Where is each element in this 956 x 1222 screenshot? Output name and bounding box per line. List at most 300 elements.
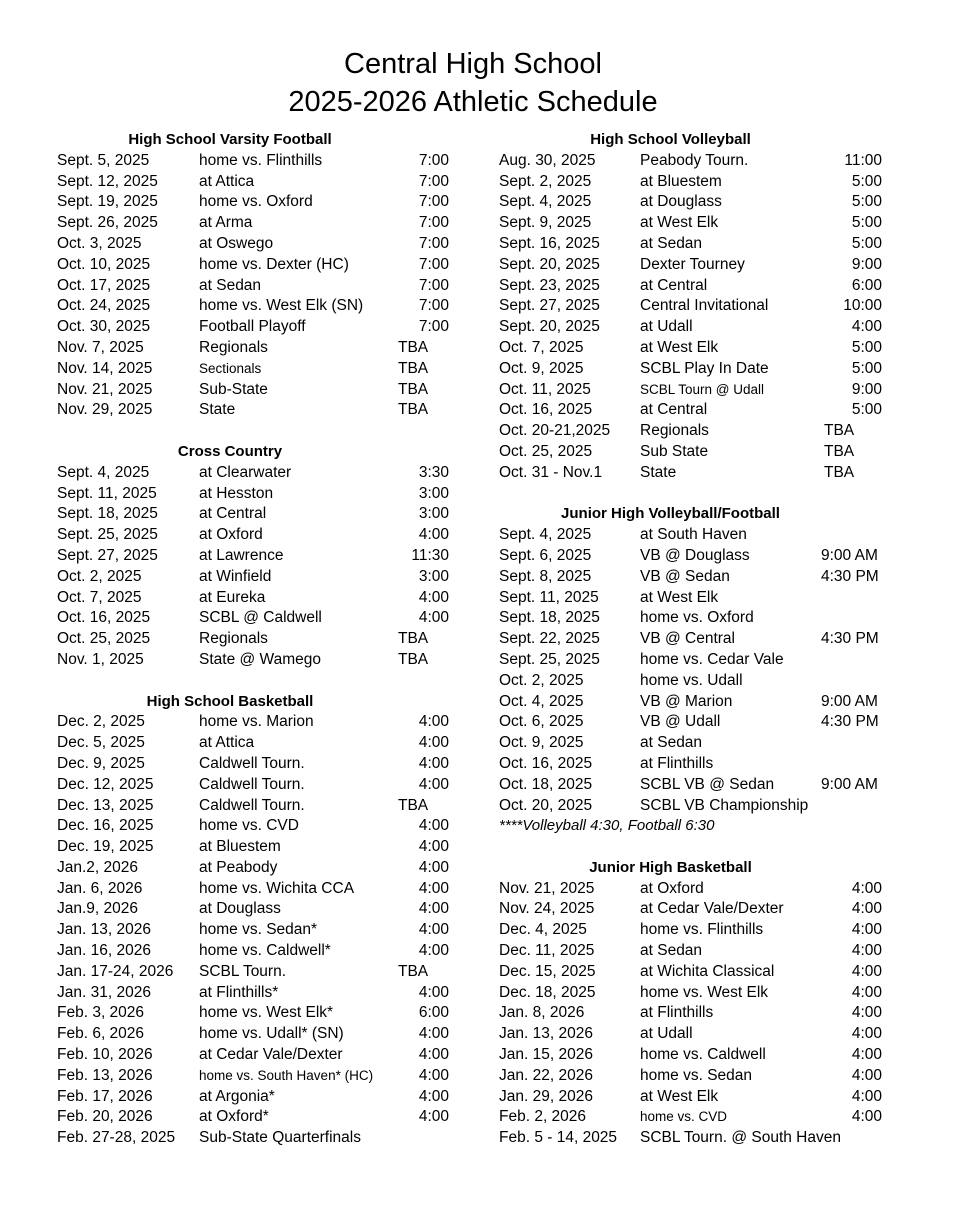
event-opponent: Football Playoff [199, 318, 306, 336]
schedule-row [57, 359, 457, 380]
event-date: Sept. 11, 2025 [499, 588, 599, 606]
event-opponent: Sectionals [199, 360, 262, 376]
schedule-row [57, 567, 457, 588]
event-date: Oct. 2, 2025 [57, 567, 142, 585]
event-opponent: home vs. Dexter (HC) [199, 255, 349, 273]
schedule-row [499, 172, 889, 193]
schedule-section-cross-country [57, 442, 457, 671]
event-time: 4:00 [418, 942, 449, 960]
event-opponent: at West Elk [640, 1087, 719, 1105]
schedule-section-junior-high-basketball [499, 858, 889, 1149]
event-date: Sept. 25, 2025 [499, 650, 600, 668]
event-opponent: at Wichita Classical [640, 962, 775, 980]
event-opponent: at West Elk [640, 588, 719, 606]
event-date: Jan. 31, 2026 [57, 983, 151, 1001]
schedule-row [499, 442, 889, 463]
event-date: Jan. 29, 2026 [499, 1087, 593, 1105]
event-date: Jan. 8, 2026 [499, 1004, 585, 1022]
schedule-row [499, 192, 889, 213]
event-opponent: home vs. CVD [640, 1109, 728, 1125]
event-time: 4:00 [851, 1108, 882, 1126]
event-date: Oct. 4, 2025 [499, 692, 584, 710]
event-time: 4:00 [851, 921, 882, 939]
event-opponent: home vs. Caldwell [640, 1046, 766, 1064]
event-opponent: at Attica [199, 172, 255, 190]
page-title: Central High School [344, 48, 602, 80]
event-opponent: at Arma [199, 214, 253, 232]
event-opponent: VB @ Marion [640, 692, 733, 710]
event-time: TBA [398, 338, 429, 356]
event-date: Sept. 18, 2025 [499, 609, 600, 627]
event-time: TBA [824, 442, 855, 460]
schedule-row [57, 546, 457, 567]
event-date: Oct. 2, 2025 [499, 671, 584, 689]
event-time: 7:00 [418, 193, 449, 211]
event-time: 7:00 [418, 214, 449, 232]
schedule-row [499, 1066, 889, 1087]
schedule-row [57, 296, 457, 317]
event-opponent: VB @ Sedan [640, 567, 730, 585]
event-date: Sept. 12, 2025 [57, 172, 158, 190]
event-opponent: at Winfield [199, 567, 272, 585]
schedule-row [499, 983, 889, 1004]
page-subtitle: 2025-2026 Athletic Schedule [288, 86, 658, 118]
event-date: Feb. 10, 2026 [57, 1046, 153, 1064]
event-time: 4:00 [851, 879, 882, 897]
event-opponent: at West Elk [640, 338, 719, 356]
schedule-row [499, 276, 889, 297]
event-time: 3:00 [418, 567, 449, 585]
event-time: 4:30 PM [821, 713, 879, 731]
section-heading: High School Basketball [146, 692, 314, 710]
event-date: Jan.2, 2026 [57, 858, 139, 876]
event-opponent: at Hesston [199, 484, 274, 502]
event-time: 4:00 [418, 1087, 449, 1105]
event-opponent: at West Elk [640, 214, 719, 232]
event-opponent: home vs. South Haven* (HC) [199, 1067, 374, 1083]
schedule-row [57, 525, 457, 546]
schedule-row [57, 712, 457, 733]
event-date: Dec. 15, 2025 [499, 962, 596, 980]
schedule-row [57, 484, 457, 505]
schedule-row [57, 650, 457, 671]
event-date: Feb. 27-28, 2025 [57, 1129, 176, 1147]
schedule-row [57, 1107, 457, 1128]
schedule-row [499, 151, 889, 172]
section-heading: Cross Country [177, 442, 283, 460]
schedule-row [57, 879, 457, 900]
event-opponent: SCBL Play In Date [640, 359, 769, 377]
event-opponent: Sub-State [199, 380, 268, 398]
schedule-row [57, 338, 457, 359]
section-heading: High School Volleyball [590, 131, 751, 148]
event-date: Feb. 20, 2026 [57, 1108, 153, 1126]
event-date: Oct. 10, 2025 [57, 255, 151, 273]
event-time: TBA [398, 359, 429, 377]
event-date: Nov. 7, 2025 [57, 338, 144, 356]
event-time: 7:00 [418, 151, 449, 169]
schedule-row [499, 1024, 889, 1045]
event-opponent: home vs. Caldwell* [199, 942, 331, 960]
event-time: 10:00 [843, 297, 882, 315]
event-time: 4:00 [418, 838, 449, 856]
left-column [57, 130, 457, 1149]
event-time: 4:00 [418, 900, 449, 918]
schedule-row [57, 754, 457, 775]
event-time: 4:00 [418, 754, 449, 772]
event-time: 4:00 [851, 1066, 882, 1084]
event-date: Sept. 9, 2025 [499, 214, 592, 232]
schedule-row [499, 317, 889, 338]
event-time: 11:00 [844, 151, 882, 169]
event-opponent: home vs. West Elk [640, 983, 769, 1001]
event-date: Sept. 4, 2025 [57, 463, 150, 481]
event-time: 5:00 [851, 338, 882, 356]
schedule-row [499, 546, 889, 567]
event-opponent: at Sedan [640, 942, 703, 960]
event-date: Jan. 13, 2026 [499, 1025, 593, 1043]
event-opponent: at South Haven [640, 526, 747, 544]
schedule-row [499, 608, 889, 629]
schedule-row [57, 920, 457, 941]
event-time: 4:00 [851, 1087, 882, 1105]
event-opponent: at Central [640, 276, 708, 294]
event-date: Dec. 13, 2025 [57, 796, 154, 814]
schedule-row [499, 588, 889, 609]
event-time: 7:00 [418, 255, 449, 273]
event-opponent: Regionals [199, 630, 268, 648]
section-spacer [57, 421, 457, 442]
schedule-row [499, 962, 889, 983]
schedule-section-high-school-volleyball [499, 130, 889, 484]
schedule-row [499, 671, 889, 692]
event-date: Jan. 22, 2026 [499, 1066, 593, 1084]
schedule-section-high-school-basketball [57, 692, 457, 1150]
event-date: Nov. 1, 2025 [57, 650, 144, 668]
event-date: Oct. 11, 2025 [499, 380, 591, 398]
event-time: TBA [398, 796, 429, 814]
event-date: Oct. 9, 2025 [499, 734, 584, 752]
event-opponent: at Douglass [199, 900, 281, 918]
event-time: 4:00 [418, 1066, 449, 1084]
event-date: Sept. 6, 2025 [499, 546, 592, 564]
event-time: 6:00 [418, 1004, 449, 1022]
schedule-row [57, 588, 457, 609]
event-date: Oct. 16, 2025 [499, 754, 593, 772]
event-date: Oct. 25, 2025 [57, 630, 151, 648]
event-date: Sept. 25, 2025 [57, 526, 158, 544]
event-opponent: Caldwell Tourn. [199, 775, 305, 793]
event-date: Dec. 16, 2025 [57, 817, 154, 835]
section-heading: Junior High Volleyball/Football [561, 505, 780, 523]
event-time: 4:00 [851, 318, 882, 336]
event-opponent: at Udall [640, 318, 693, 336]
event-date: Sept. 18, 2025 [57, 505, 158, 523]
schedule-row [57, 796, 457, 817]
event-opponent: home vs. Marion [199, 713, 314, 731]
section-heading: High School Varsity Football [128, 131, 332, 148]
event-opponent: home vs. West Elk (SN) [199, 297, 364, 315]
event-time: TBA [398, 962, 429, 980]
event-date: Oct. 9, 2025 [499, 359, 584, 377]
event-time: 4:00 [851, 1004, 882, 1022]
event-opponent: Caldwell Tourn. [199, 796, 305, 814]
event-time: 5:00 [851, 172, 882, 190]
schedule-row [499, 1003, 889, 1024]
event-time: 4:00 [851, 942, 882, 960]
schedule-row [57, 1128, 457, 1149]
schedule-row [499, 899, 889, 920]
event-opponent: at Sedan [640, 734, 703, 752]
event-date: Oct. 7, 2025 [57, 588, 142, 606]
schedule-row [57, 1087, 457, 1108]
event-time: 5:00 [851, 234, 882, 252]
schedule-row [57, 234, 457, 255]
event-opponent: SCBL Tourn. [199, 962, 287, 980]
section-spacer [57, 671, 457, 692]
schedule-row [57, 775, 457, 796]
event-opponent: at Eureka [199, 588, 266, 606]
event-opponent: home vs. Cedar Vale [640, 650, 784, 668]
event-time: 9:00 AM [821, 546, 878, 564]
event-opponent: VB @ Central [640, 630, 735, 648]
event-opponent: at Douglass [640, 193, 722, 211]
event-time: 7:00 [418, 318, 449, 336]
schedule-row [57, 837, 457, 858]
event-opponent: State @ Wamego [199, 650, 321, 668]
schedule-row [499, 567, 889, 588]
event-opponent: home vs. Wichita CCA [199, 879, 355, 897]
event-opponent: SCBL Tourn. @ South Haven [640, 1129, 841, 1147]
schedule-row [57, 983, 457, 1004]
event-time: 4:00 [418, 775, 449, 793]
event-time: 4:00 [418, 817, 449, 835]
schedule-row [499, 920, 889, 941]
event-date: Oct. 16, 2025 [499, 401, 593, 419]
event-opponent: at Argonia* [199, 1087, 275, 1105]
event-opponent: State [640, 463, 677, 481]
schedule-row [499, 400, 889, 421]
schedule-row [499, 1045, 889, 1066]
schedule-row [57, 213, 457, 234]
schedule-row [57, 962, 457, 983]
event-opponent: at Central [640, 401, 708, 419]
event-time: TBA [824, 463, 855, 481]
event-time: TBA [398, 630, 429, 648]
event-date: Jan. 17-24, 2026 [57, 962, 174, 980]
event-opponent: VB @ Douglass [640, 546, 750, 564]
event-date: Dec. 12, 2025 [57, 775, 154, 793]
event-time: 9:00 AM [821, 692, 878, 710]
schedule-row [499, 879, 889, 900]
schedule-row [57, 276, 457, 297]
schedule-row [499, 712, 889, 733]
schedule-section-junior-high-volleyball-football [499, 504, 889, 837]
event-date: Jan. 16, 2026 [57, 942, 151, 960]
event-opponent: home vs. Oxford [640, 609, 754, 627]
event-time: 9:00 [851, 255, 882, 273]
event-date: Nov. 21, 2025 [57, 380, 153, 398]
schedule-row [499, 1107, 889, 1128]
schedule-row [499, 796, 889, 817]
event-opponent: Caldwell Tourn. [199, 754, 305, 772]
event-opponent: at Attica [199, 734, 255, 752]
event-date: Sept. 11, 2025 [57, 484, 157, 502]
event-opponent: Regionals [640, 422, 709, 440]
event-opponent: at Cedar Vale/Dexter [640, 900, 784, 918]
event-date: Oct. 17, 2025 [57, 276, 151, 294]
event-date: Nov. 29, 2025 [57, 401, 153, 419]
event-opponent: at Oxford [640, 879, 704, 897]
schedule-row [499, 359, 889, 380]
event-date: Sept. 20, 2025 [499, 255, 600, 273]
event-date: Oct. 3, 2025 [57, 234, 142, 252]
event-opponent: at Flinthills [640, 1004, 714, 1022]
schedule-row [499, 525, 889, 546]
event-time: 5:00 [851, 359, 882, 377]
event-date: Jan. 6, 2026 [57, 879, 143, 897]
event-date: Feb. 3, 2026 [57, 1004, 145, 1022]
schedule-row [57, 733, 457, 754]
schedule-row [57, 608, 457, 629]
event-time: 4:30 PM [821, 630, 879, 648]
event-opponent: home vs. Flinthills [199, 151, 323, 169]
event-opponent: Regionals [199, 338, 268, 356]
event-time: 9:00 [851, 380, 882, 398]
section-spacer [499, 484, 889, 505]
event-date: Dec. 5, 2025 [57, 734, 145, 752]
event-date: Feb. 17, 2026 [57, 1087, 153, 1105]
event-opponent: at Udall [640, 1025, 693, 1043]
event-time: 7:00 [418, 234, 449, 252]
event-opponent: State [199, 401, 236, 419]
event-date: Feb. 5 - 14, 2025 [499, 1129, 618, 1147]
event-date: Feb. 13, 2026 [57, 1066, 153, 1084]
schedule-section-high-school-varsity-football [57, 130, 457, 421]
schedule-row [57, 1003, 457, 1024]
event-date: Aug. 30, 2025 [499, 151, 596, 169]
event-date: Oct. 24, 2025 [57, 297, 151, 315]
event-date: Dec. 19, 2025 [57, 838, 154, 856]
schedule-row [57, 380, 457, 401]
event-time: 5:00 [851, 193, 882, 211]
event-opponent: VB @ Udall [640, 713, 721, 731]
event-opponent: home vs. Oxford [199, 193, 313, 211]
schedule-row [499, 1087, 889, 1108]
event-opponent: home vs. Sedan [640, 1066, 753, 1084]
schedule-row [57, 629, 457, 650]
event-opponent: at Lawrence [199, 546, 284, 564]
event-date: Sept. 27, 2025 [499, 297, 600, 315]
schedule-row [57, 816, 457, 837]
event-opponent: SCBL VB @ Sedan [640, 775, 775, 793]
event-date: Oct. 20, 2025 [499, 796, 593, 814]
event-opponent: home vs. Sedan* [199, 921, 318, 939]
event-date: Dec. 4, 2025 [499, 921, 587, 939]
event-opponent: at Oswego [199, 234, 274, 252]
event-date: Sept. 2, 2025 [499, 172, 592, 190]
event-date: Dec. 11, 2025 [499, 942, 595, 960]
schedule-row [57, 192, 457, 213]
schedule-row [499, 463, 889, 484]
event-date: Dec. 9, 2025 [57, 754, 145, 772]
event-date: Sept. 5, 2025 [57, 151, 150, 169]
event-opponent: SCBL @ Caldwell [199, 609, 322, 627]
event-opponent: SCBL Tourn @ Udall [640, 381, 765, 397]
event-time: 4:00 [851, 983, 882, 1001]
event-opponent: at Central [199, 505, 267, 523]
event-date: Sept. 22, 2025 [499, 630, 600, 648]
event-date: Sept. 16, 2025 [499, 234, 600, 252]
event-time: 4:00 [418, 983, 449, 1001]
schedule-row [57, 317, 457, 338]
event-opponent: at Cedar Vale/Dexter [199, 1046, 343, 1064]
event-date: Dec. 18, 2025 [499, 983, 596, 1001]
schedule-row [499, 1128, 889, 1149]
schedule-row [499, 213, 889, 234]
schedule-row [57, 504, 457, 525]
event-date: Sept. 4, 2025 [499, 193, 592, 211]
event-date: Sept. 19, 2025 [57, 193, 158, 211]
event-opponent: Peabody Tourn. [640, 151, 749, 169]
event-time: 4:00 [418, 1108, 449, 1126]
schedule-row [499, 629, 889, 650]
event-date: Oct. 6, 2025 [499, 713, 584, 731]
event-date: Nov. 21, 2025 [499, 879, 595, 897]
event-time: 6:00 [851, 276, 882, 294]
schedule-row [57, 1045, 457, 1066]
event-time: 4:00 [418, 858, 449, 876]
event-opponent: home vs. Udall* (SN) [199, 1025, 344, 1043]
schedule-row [57, 255, 457, 276]
event-opponent: at Flinthills* [199, 983, 279, 1001]
event-time: 7:00 [418, 172, 449, 190]
event-time: 4:00 [418, 526, 449, 544]
event-date: Nov. 24, 2025 [499, 900, 595, 918]
event-time: 4:00 [418, 879, 449, 897]
event-opponent: home vs. West Elk* [199, 1004, 334, 1022]
event-date: Jan. 15, 2026 [499, 1046, 593, 1064]
event-opponent: at Peabody [199, 858, 278, 876]
event-time: 4:00 [851, 1025, 882, 1043]
event-opponent: at Flinthills [640, 754, 714, 772]
event-date: Oct. 31 - Nov.1 [499, 463, 603, 481]
event-opponent: home vs. Flinthills [640, 921, 764, 939]
event-time: 4:00 [418, 588, 449, 606]
event-date: Sept. 26, 2025 [57, 214, 158, 232]
event-time: 3:30 [418, 463, 449, 481]
event-opponent: at Clearwater [199, 463, 292, 481]
schedule-row [499, 775, 889, 796]
event-date: Nov. 14, 2025 [57, 359, 153, 377]
schedule-row [57, 1066, 457, 1087]
schedule-row [499, 733, 889, 754]
event-time: TBA [398, 401, 429, 419]
event-date: Sept. 4, 2025 [499, 526, 592, 544]
event-opponent: at Sedan [199, 276, 262, 294]
schedule-row [499, 255, 889, 276]
event-date: Dec. 2, 2025 [57, 713, 145, 731]
event-time: 4:00 [851, 1046, 882, 1064]
event-opponent: at Bluestem [640, 172, 722, 190]
event-time: 3:00 [418, 505, 449, 523]
event-opponent: at Oxford [199, 526, 263, 544]
event-time: TBA [398, 380, 429, 398]
event-time: 4:30 PM [821, 567, 879, 585]
section-spacer [499, 837, 889, 858]
event-date: Sept. 20, 2025 [499, 318, 600, 336]
event-date: Oct. 20-21,2025 [499, 422, 611, 440]
